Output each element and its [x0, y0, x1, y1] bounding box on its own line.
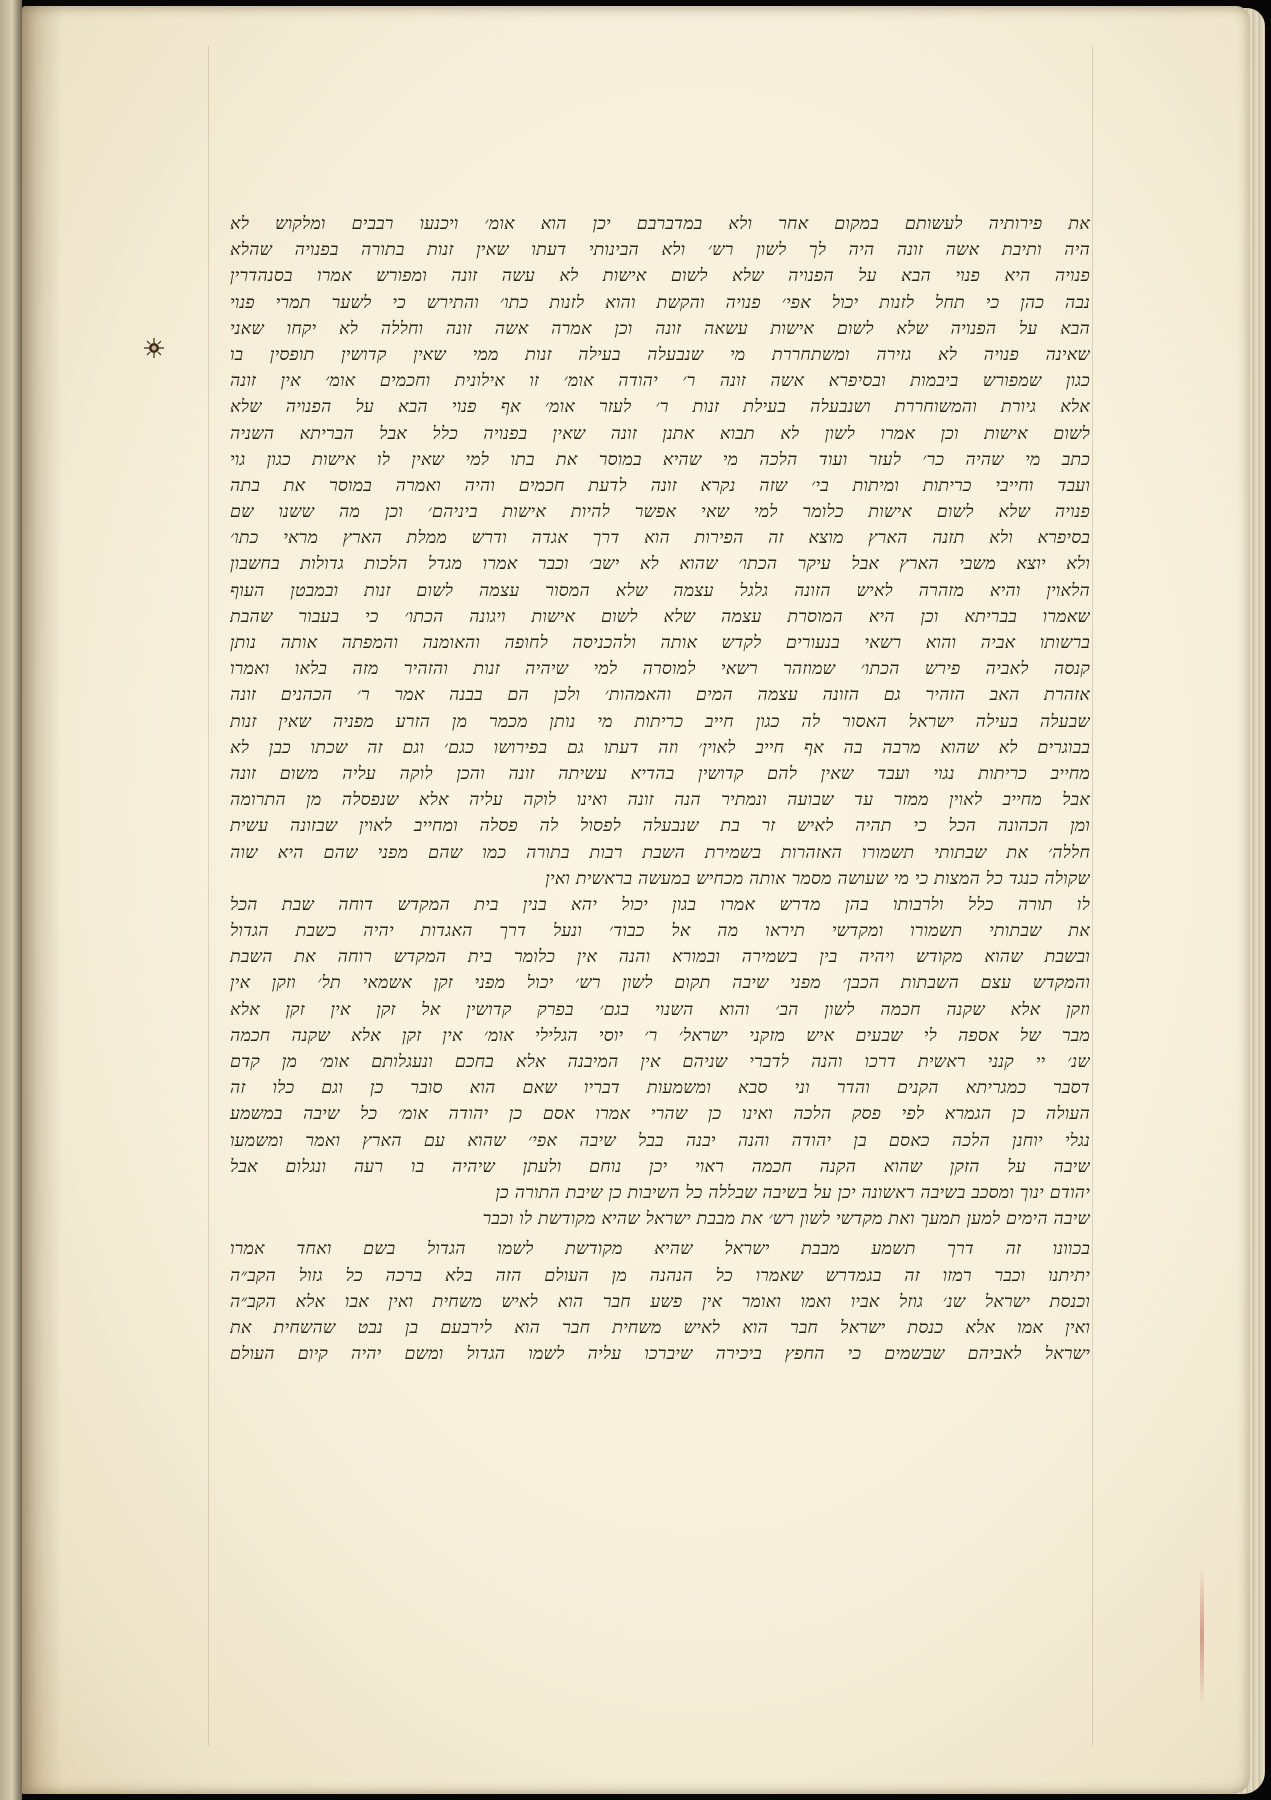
text-line: ברשותו אביה והוא רשאי בנעורים לקדש אותה ולהכניסה לחופה והאומנה והמפתה אותה נותן — [230, 633, 1090, 653]
text-line: שיבה על הזקן שהוא הקנה חכמה ראוי יכן נוחם ולעתן שיהיה בו רעה ונגלום אבל — [230, 1156, 1090, 1177]
red-edge-mark — [1200, 1566, 1204, 1706]
ink-blot-icon — [142, 336, 166, 360]
ruling-line-right — [1092, 46, 1093, 1746]
text-line: יתיתנו וכבר רמזו זה בגמדרש שאמרו כל הנהנה מן העולם הזה בלא ברכה כל גזול הקב״ה — [230, 1265, 1090, 1286]
text-line: בבוגרים לא שהוא מרבה בה אף חייב לאוין׳ וזה דעתו גם בפירושו כגם׳ וגם זה שכתו כבן לא — [230, 737, 1090, 758]
text-line: פנויה שלא לשום אישות כלומר למי שאי אפשר להיות אישות ביניהם׳ וכן מה ששנו שם — [230, 502, 1090, 523]
text-line: ועבד וחייבי כריתות ומיתות בי׳ שזה נקרא זונה לדעת חכמים והיה ואמרה במוסר את בתה — [230, 475, 1090, 496]
text-line: יהודם ינוך ומסכב בשיבה ראשונה יכן על בשיבה שבללה כל השיבות כן שיבת התורה כן — [495, 1182, 1090, 1203]
text-line: כתב מי שהיה כר׳ לעזר ועוד הלכה מי שהיא במוסר את בתו למי שאין לו אישות כגון גוי — [230, 449, 1090, 470]
text-line: חללה׳ את שבתותי תשמורו האזהרות בשמירת השבת רבות בתורה כמו שהם מפני שהם היא שוה — [230, 842, 1090, 863]
text-line: דסבר כמגריתא הקנים והדר וני סבא ומשמעות דבריו שאם הוא סובר כן וגם כלו זה — [230, 1078, 1090, 1099]
text-line: את שבתותי תשמורו ומקדשי תיראו מה אל כבוד׳ ונעל דרך האגדות יהיה כשבת הגדול — [230, 921, 1090, 942]
text-line: וכנסת ישראל שנ׳ גוזל אביו ואמו ואומר אין פשע חבר הוא לאיש משחית ואין אבו אלא הקב״ה — [230, 1291, 1090, 1312]
text-line: הבא על הפנויה שלא לשום אישות עשאה זונה וכן אמרה אשה זונה וחללה לא יקחו שאני — [230, 318, 1090, 339]
ruling-line-left — [208, 46, 209, 1746]
text-line: הלאוין והיא מזהרה לאיש הזונה גלגל עצמה שלא המסור עצמה לשום זנות ובמבטן העוף — [230, 580, 1090, 601]
text-line: שקולה כנגד כל המצות כי מי שעושה מסמר אותה מכחיש במעשה בראשית ואין — [545, 868, 1090, 889]
text-line: בכוונו זה דרך תשמע מבבת ישראל שהיא מקודשת לשמו הגדול בשם ואחד אמרו — [230, 1239, 1090, 1260]
text-line: שבעלה בעילה ישראל האסור לה כגון חייב כריתות מי נותן מכמר מן הזרע מפניה שאין זנות — [230, 711, 1090, 732]
facing-page-edge — [0, 0, 22, 1800]
text-line: ובשבת שהוא מקודש ויהיה בין בשמירה ובמורא והנה אין כלומר בית המקדש רוחה את השבת — [230, 947, 1090, 968]
manuscript-page — [22, 6, 1250, 1794]
text-line: אבל מחייב לאוין ממזר עד שבועה ונמתיר הנה זונה ואינו לוקה עליה אלא שנפסלה מן התרומה — [230, 790, 1090, 811]
text-line: נגלי יוחנן הלכה כאסם בן יהודה והנה יבנה בבל שיבה אפי׳ שהוא עם הארץ ואמר ומשמעו — [230, 1130, 1090, 1151]
manuscript-text-column — [230, 211, 1090, 1367]
text-line: ולא יוצא משבי הארץ אבל עיקר הכתו׳ שהוא לא ישב׳ וכבר אמרו מגדל הלכות גדולות בחשבון — [230, 554, 1090, 575]
gutter-shadow — [22, 6, 62, 1794]
text-line: בסיפרא ולא תזנה הארץ מוצא זה הפירות הוא דרך אגדה ודרש ממלת הארץ מראי כתו׳ — [230, 528, 1090, 549]
text-line: פנויה היא פנוי הבא על הפנויה שלא לשום אישות לא עשה זונה ומפורש אמרו בסנהדרין — [230, 266, 1090, 287]
text-line: ומן הכהונה הכל כי תהיה לאיש זר בת שנבעלה לפסול לה פסלה ומחייב לאוין שבזונה עשית — [230, 816, 1090, 837]
text-line: קנסה לאביה פירש הכתו׳ שמוזהר רשאי למוסרה למי שיהיה זנות והזהיר מזה בלאו ואמרו — [230, 659, 1090, 680]
text-line: נבה כהן כי תחל לזנות יכול אפי׳ פנויה והקשת והוא לזנות כתו׳ והתירש כי לשער תמרי פנוי — [230, 292, 1090, 313]
text-line: שאינה פנויה לא גזירה ומשתחררת מי שנבעלה בעילה זנות ממי שאין קדושין תופסין בו — [230, 344, 1090, 365]
text-line: מחייב כריתות נגוי ועבד שאין להם קדושין בהדיא עשיתה זונה והכן לוקה עליה משום זונה — [230, 763, 1090, 784]
text-line: שנ׳ יי קנני ראשית דרכו והנה לדברי שניהם אין המיבנה אלא בחכם ונעגלותם אומ׳ מן קדם — [230, 1052, 1090, 1072]
text-line: שיבה הימים למען תמעך ואת מקדשי לשון רש׳ את מבבת ישראל שהיא מקודשת לו וכבר — [482, 1209, 1090, 1230]
text-line: אלא גיורת והמשוחררת ושנבעלה בעילת זנות ר׳ לעזר אומ׳ אף פנוי הבא על הפנויה שלא — [230, 397, 1090, 418]
text-line: היה ותיבת אשה זונה היה לך לשון רש׳ ולא הבינותי דעתו שאין זנות בתורה בפנויה שהלא — [230, 240, 1090, 261]
text-line: מבר של אספה לי שבעים איש מזקני ישראל׳ ר׳ יוסי הגלילי אומ׳ אין זקן אלא שקנה חכמה — [230, 1025, 1090, 1046]
text-line: לשום אישות וכן אמרו לשון לא תבוא אתנן זונה שאין בפנויה כלל אבל הבריתא השניה — [230, 423, 1090, 444]
text-line: וזקן אלא שקנה חכמה לשון הב׳ והוא השנוי בגם׳ בפרק קדושין אל זקן אין זקן אלא — [230, 999, 1090, 1020]
text-line: לו תורה כלל ולרבותו בהן מדרש אמרו בגון יכול יהא בנין בית המקדש דוחה שבת הכל — [230, 894, 1090, 915]
text-line: אזהרת האב הזהיר גם הזונה עצמה המים והאמהות׳ ולכן הם בבנה אמר ר׳ הכהנים זונה — [230, 685, 1090, 706]
text-line: כגון שמפורש ביבמות ובסיפרא אשה זונה ר׳ יהודה אומ׳ זו אילונית וחכמים אומ׳ אין זונה — [230, 371, 1090, 392]
text-line: והמקדש עצם השבתות הכבן׳ מפני שיבה תקום לשון רש׳ יכול מפני זקן אשמאי תל׳ וזקן אין — [230, 973, 1090, 994]
text-line: שאמרו בבריתא וכן היא המוסרת עצמה שלא לשום אישות ויגונה הכתו׳ כי בעבור שהבת — [230, 606, 1090, 627]
text-line: העולה כן הגמרא לפי פסק הלכה ואינו כן שהרי אמרו אסם כן יהודה אומ׳ כל שיבה במשמע — [230, 1104, 1090, 1125]
text-line: ואין אמו אלא כנסת ישראל חבר הוא לאיש משחית חבר הוא לירבעם בן נבט שהשחית את — [230, 1317, 1090, 1338]
text-line: ישראל לאביהם שבשמים כי החפץ ביכירה שיברכו עליה לשמו הגדול ומשם יהיה קיום העולם — [230, 1344, 1090, 1365]
text-line: את פירותיה לעשותם במקום אחר ולא במדברבם יכן הוא אומ׳ ויכנעו רבבים ומלקוש לא — [230, 214, 1090, 234]
